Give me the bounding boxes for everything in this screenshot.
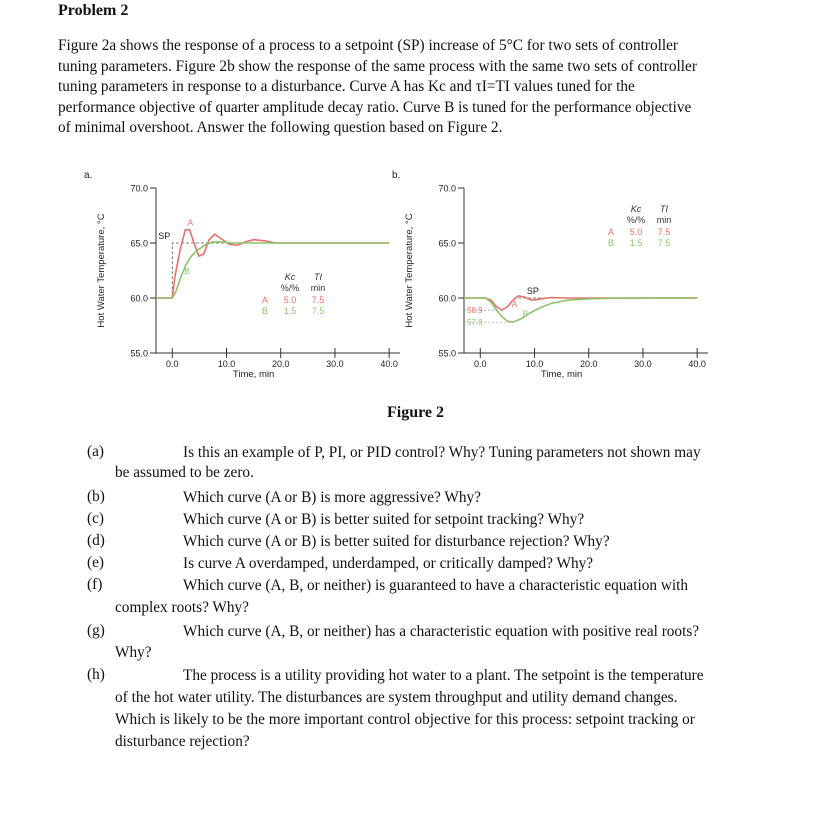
x-axis-label: Time, min xyxy=(540,369,583,380)
x-tick-label: 40.0 xyxy=(688,359,706,369)
legend-unit-ti: min xyxy=(310,283,326,293)
x-tick-label: 30.0 xyxy=(326,359,344,369)
legend-value-kc: 1.5 xyxy=(283,306,297,316)
question-label: (b) xyxy=(87,488,105,505)
y-tick-label: 70.0 xyxy=(438,183,456,194)
question-text: complex roots? Why? xyxy=(115,599,249,616)
legend-unit-kc: %/% xyxy=(280,283,300,293)
curve-label-b: B xyxy=(522,308,529,319)
curve-label-a: A xyxy=(187,217,194,228)
legend-header-kc: Kc xyxy=(284,272,296,282)
question-label: (f) xyxy=(87,576,103,593)
intro-line: performance objective of quarter amplitude decay ratio. Curve B is tuned for the performance objective xyxy=(58,98,692,116)
question-label: (c) xyxy=(87,510,104,527)
y-tick-label: 65.0 xyxy=(130,238,148,249)
legend-unit-kc: %/% xyxy=(626,215,646,225)
setpoint-line xyxy=(156,243,281,298)
intro-line: tuning parameters. Figure 2b show the response of the same process with the same two sets of controller xyxy=(58,57,697,75)
problem-intro xyxy=(58,36,778,139)
question-text: Is curve A overdamped, underdamped, or critically damped? Why? xyxy=(183,555,594,572)
question-text: Which is likely to be the more important control objective for this process: setpoint tracking or xyxy=(115,711,695,728)
question-label: (g) xyxy=(87,622,105,639)
legend-row-label: B xyxy=(608,238,615,248)
question-text: Is this an example of P, PI, or PID control? Why? Tuning parameters not shown may xyxy=(183,444,701,461)
legend-value-kc: 5.0 xyxy=(629,227,643,237)
question-text: disturbance rejection? xyxy=(115,733,250,750)
question-text: Which curve (A, B, or neither) has a characteristic equation with positive real roots? xyxy=(183,623,700,640)
legend-value-kc: 5.0 xyxy=(283,295,297,305)
legend-value-ti: 7.5 xyxy=(657,238,671,248)
setpoint-label: SP xyxy=(526,286,539,296)
series-line-b xyxy=(156,242,389,298)
legend-unit-ti: min xyxy=(656,215,672,225)
figure-caption: Figure 2 xyxy=(387,404,445,421)
annotation-value: 58.9 xyxy=(467,306,483,316)
panel-label: a. xyxy=(84,170,93,181)
question-text: of the hot water utility. The disturbances are system throughput and utility demand changes. xyxy=(115,689,678,706)
curve-label-b: B xyxy=(184,265,190,276)
y-tick-label: 60.0 xyxy=(130,293,148,304)
legend-header-ti: TI xyxy=(314,272,322,282)
legend-value-kc: 1.5 xyxy=(629,238,643,248)
legend-header-ti: TI xyxy=(660,204,668,214)
x-tick-label: 10.0 xyxy=(217,359,236,369)
y-tick-label: 60.0 xyxy=(438,293,456,304)
y-tick-label: 55.0 xyxy=(130,348,148,359)
legend-row-label: A xyxy=(262,295,269,305)
x-tick-label: 10.0 xyxy=(525,359,544,369)
intro-line: of minimal overshoot. Answer the following question based on Figure 2. xyxy=(58,119,503,137)
legend-row-label: B xyxy=(262,306,269,316)
problem-title: Problem 2 xyxy=(58,2,129,19)
x-tick-label: 30.0 xyxy=(634,359,652,369)
panel-label: b. xyxy=(392,170,401,181)
intro-line: tuning parameters in response to a disturbance. Curve A has Kc and τI=TI values tuned for the xyxy=(58,78,635,96)
x-tick-label: 0.0 xyxy=(474,359,487,369)
question-text: The process is a utility providing hot water to a plant. The setpoint is the temperature xyxy=(183,667,704,684)
question-text: Which curve (A, B, or neither) is guaranteed to have a characteristic equation with xyxy=(183,577,689,594)
y-axis-label: Hot Water Temperature, °C xyxy=(96,213,107,328)
y-tick-label: 65.0 xyxy=(438,238,456,249)
question-label: (h) xyxy=(87,666,105,683)
curve-label-a: A xyxy=(511,298,518,309)
question-text: be assumed to be zero. xyxy=(115,464,254,481)
x-tick-label: 40.0 xyxy=(380,359,398,369)
legend-value-ti: 7.5 xyxy=(657,227,671,237)
question-text: Which curve (A or B) is better suited for disturbance rejection? Why? xyxy=(183,533,610,550)
question-text: Which curve (A or B) is better suited for setpoint tracking? Why? xyxy=(183,511,585,528)
intro-line: Figure 2a shows the response of a process to a setpoint (SP) increase of 5°C for two sets of controller xyxy=(58,37,678,54)
x-tick-label: 20.0 xyxy=(579,359,598,369)
series-line-a xyxy=(156,230,389,298)
y-axis-label: Hot Water Temperature, °C xyxy=(404,213,415,328)
annotation-value: 57.8 xyxy=(467,318,483,328)
question-text: Which curve (A or B) is more aggressive? Why? xyxy=(183,489,481,506)
question-label: (a) xyxy=(87,443,104,460)
series-line-b xyxy=(464,298,697,322)
question-label: (d) xyxy=(87,532,105,549)
figure-2b-chart xyxy=(392,168,746,388)
legend-header-kc: Kc xyxy=(630,204,642,214)
question-text: Why? xyxy=(115,644,152,661)
x-tick-label: 0.0 xyxy=(166,359,179,369)
x-axis-label: Time, min xyxy=(232,369,275,380)
setpoint-label: SP xyxy=(158,231,171,241)
legend-row-label: A xyxy=(608,227,615,237)
legend-value-ti: 7.5 xyxy=(311,295,325,305)
y-tick-label: 55.0 xyxy=(438,348,456,359)
x-tick-label: 20.0 xyxy=(271,359,290,369)
question-label: (e) xyxy=(87,554,104,571)
legend-value-ti: 7.5 xyxy=(311,306,325,316)
y-tick-label: 70.0 xyxy=(130,183,148,194)
figure-2a-chart xyxy=(72,168,402,388)
